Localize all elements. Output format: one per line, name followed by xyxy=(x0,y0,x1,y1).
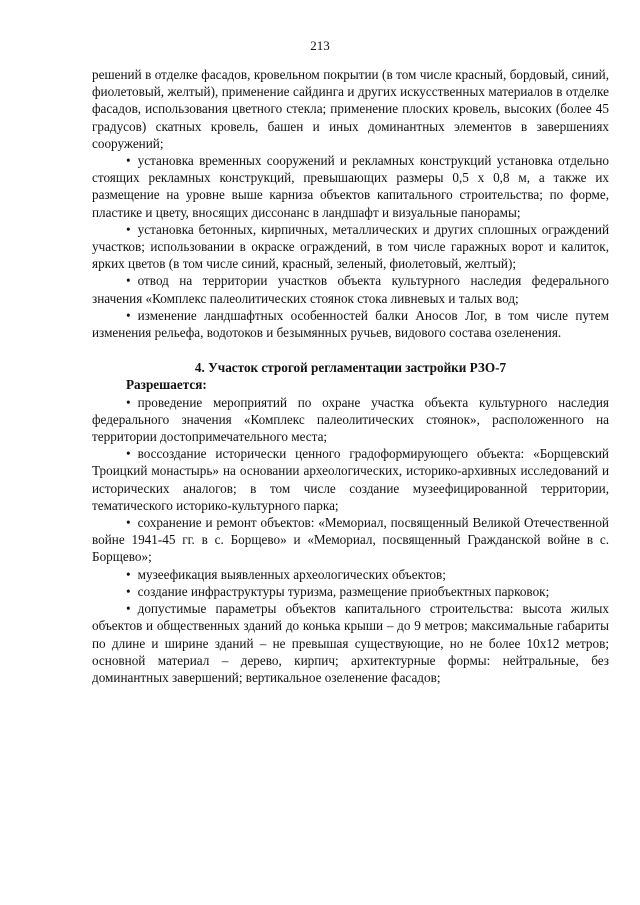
list-item xyxy=(92,514,609,566)
bullet-icon: • xyxy=(126,566,131,582)
list-item-text: установка временных сооружений и рекламных конструкций установка отдельно стоящих рекламных конструкций, превышающих размеры 0,5 х 0,8 м, а также их размещение на уровне выше карниза объектов капитального строительства; по форме, пластике и цвету, вносящих диссонанс в ландшафт и визуальные панорамы; xyxy=(92,153,609,220)
bullet-icon: • xyxy=(126,446,131,462)
list-item xyxy=(92,445,609,514)
bullet-icon: • xyxy=(126,307,131,323)
list-item xyxy=(92,221,609,273)
section-heading: 4. Участок строгой регламентации застройки РЗО-7 xyxy=(194,360,507,376)
bullet-icon: • xyxy=(126,583,131,599)
page-body xyxy=(92,66,609,686)
permitted-subheading: Разрешается: xyxy=(126,377,207,393)
list-item-text: установка бетонных, кирпичных, металлических и других сплошных ограждений участков; использовании в окраске ограждений, в том числе гаражных ворот и калиток, ярких цветов (в том числе синий, красный, зеленый, фиолетовый, желтый); xyxy=(92,221,609,272)
list-item xyxy=(92,583,609,600)
bullet-icon: • xyxy=(126,153,131,169)
list-item xyxy=(92,566,609,583)
list-item-text: изменение ландшафтных особенностей балки Аносов Лог, в том числе путем изменения рельефа, водотоков и безымянных ручьев, видового состава озеленения. xyxy=(92,307,609,341)
list-item xyxy=(92,600,609,686)
bullet-icon: • xyxy=(126,394,131,410)
list-item-text: музеефикация выявленных археологических объектов; xyxy=(137,566,446,582)
page-number: 213 xyxy=(310,38,330,53)
list-item xyxy=(92,307,609,341)
list-item-text: сохранение и ремонт объектов: «Мемориал, посвященный Великой Отечественной войне 1941-45 гг. в с. Борщево» и «Мемориал, посвященный Гражданской войне в с. Борщево»; xyxy=(92,515,609,565)
list-item xyxy=(92,394,609,446)
bullet-icon: • xyxy=(126,515,131,531)
section3-bullet-list xyxy=(92,152,609,341)
list-item-text: допустимые параметры объектов капитального строительства: высота жилых объектов и общественных зданий до конька крыши – до 9 метров; максимальные габариты по длине и ширине зданий – не превышая существующие, но не более 10х12 метров; основной материал – дерево, кирпич; архитектурные формы: нейтральные, без доминантных завершений; вертикальное озеленение фасадов; xyxy=(92,601,609,685)
list-item-text: проведение мероприятий по охране участка объекта культурного наследия федерального значения «Комплекс палеолитических стоянок», расположенного на территории достопримечательного места; xyxy=(92,394,609,445)
list-item-text: отвод на территории участков объекта культурного наследия федерального значения «Комплекс палеолитических стоянок стока ливневых и талых вод; xyxy=(92,273,609,306)
bullet-icon: • xyxy=(126,601,131,617)
bullet-icon: • xyxy=(126,273,131,289)
list-item xyxy=(92,272,609,306)
intro-continuation-paragraph: решений в отделке фасадов, кровельном покрытии (в том числе красный, бордовый, синий, фиолетовый, желтый), применение сайдинга и других искусственных материалов в отделке фасадов, использования цветного стекла; применение плоских кровель, высоких (более 45 градусов) скатных кровель, башен и иных доминантных элементов в завершениях сооружений; xyxy=(92,67,609,151)
list-item xyxy=(92,152,609,221)
list-item-text: создание инфраструктуры туризма, размещение приобъектных парковок; xyxy=(137,583,550,599)
section4-bullet-list xyxy=(92,394,609,686)
bullet-icon: • xyxy=(126,221,131,237)
list-item-text: воссоздание исторически ценного градоформирующего объекта: «Борщевский Троицкий монастырь» на основании археологических, историко-архивных исследований и исторических аналогов; в том числе создание музеефицированной территории, тематического историко-культурного парка; xyxy=(92,446,609,513)
